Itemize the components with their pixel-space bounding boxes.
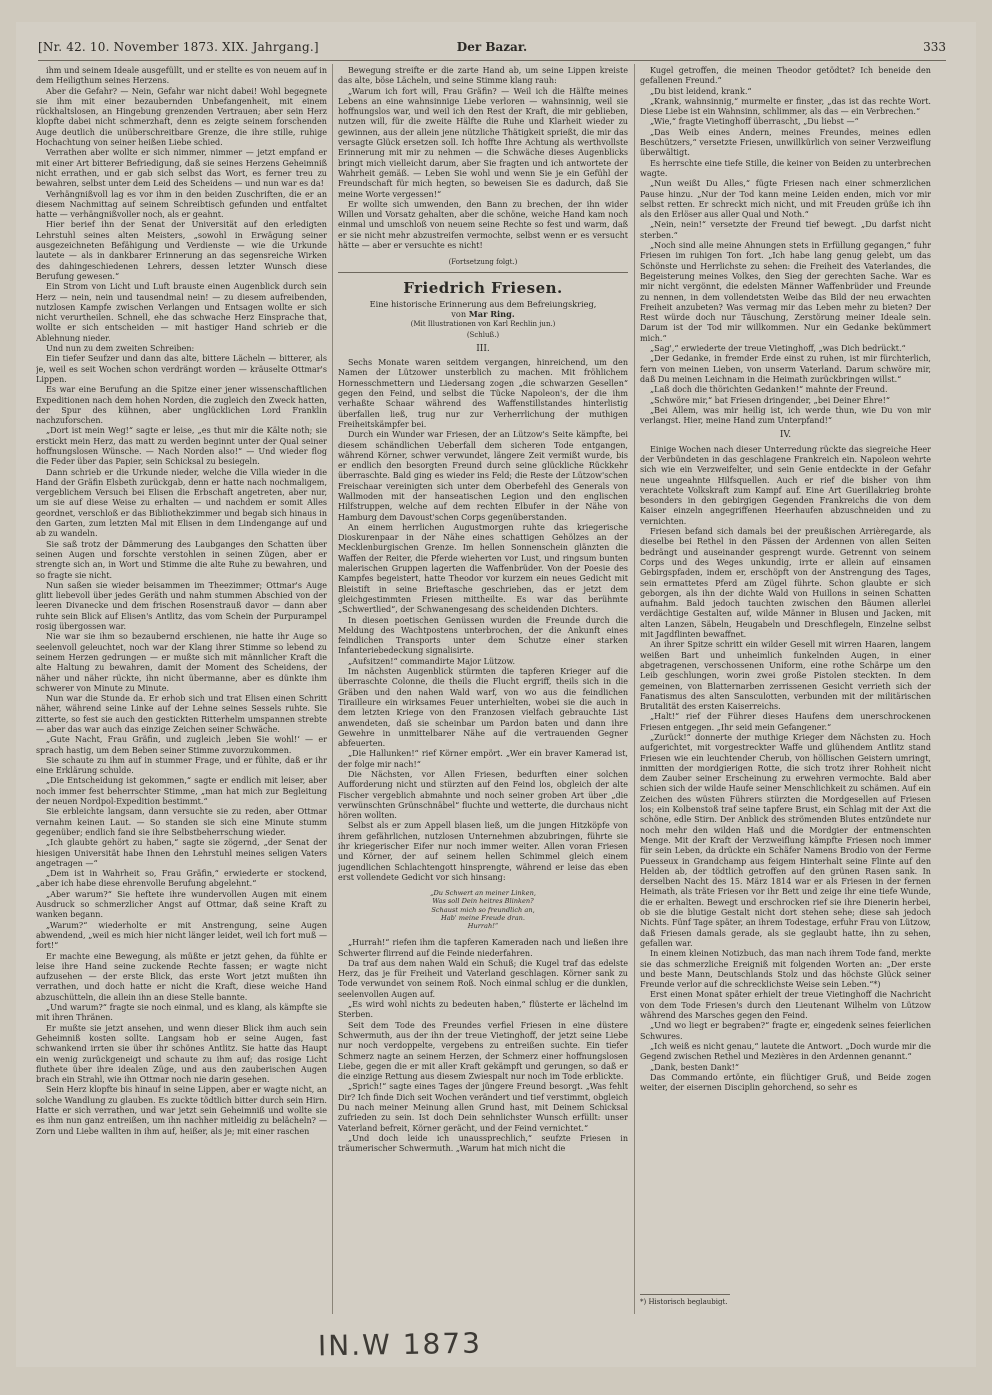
column-right: [640, 66, 931, 1311]
paragraph: „Krank, wahnsinnig,“ murmelte er finster, „das ist das rechte Wort. Diese Liebe ist ein Wahnsinn, schlimmer, als das — ein Verbrechen.“: [640, 96, 931, 117]
article-subtitle: Eine historische Erinnerung aus dem Befreiungskrieg,: [369, 298, 597, 309]
paragraph: Verhängnißvoll lag es vor ihm in den beiden Zuschriften, die er an diesem Nachmittag auf seinem Schreibtisch gefunden und entfaltet hatte — verhängnißvoller noch, als er geahnt.: [36, 189, 327, 220]
paragraph: „Schwöre mir,“ bat Friesen dringender, „bei Deiner Ehre!“: [650, 395, 891, 405]
column-rule: [332, 64, 333, 1314]
column-left: [36, 66, 327, 1311]
paragraph: Ein tiefer Seufzer und dann das alte, bittere Lächeln — bitterer, als je, weil es seit Wochen schon verdrängt worden — kräuselte Ottmar's Lippen.: [36, 354, 327, 384]
paragraph: „Du bist leidend, krank.“: [650, 86, 752, 96]
illustration-credit: (Mit Illustrationen von Karl Rechlin jun.): [410, 320, 556, 329]
paragraph: „Sprich!“ sagte eines Tages der jüngere Freund besorgt. „Was fehlt Dir? Ich finde Dich seit Wochen verändert und tief verstimmt, obgleich Du nach meiner Meinung allen Grund hast, mit Deinem Schicksal zufrieden zu sein. Ist doch Dein sehnlichster Wunsch erfüllt: unser Vaterland befreit, Körner gerächt, und der Feind vernichtet.“: [338, 1082, 628, 1133]
paragraph: Es war eine Berufung an die Spitze einer jener wissenschaftlichen Expeditionen nach dem hohen Norden, die zugleich den Zweck hatten, der Spur des kühnen, aber unglücklichen Lord Franklin nachzuforschen.: [36, 385, 327, 426]
paragraph: „Der Gedanke, in fremder Erde einst zu ruhen, ist mir fürchterlich, fern von meinen Lieben, von unserm Vaterland. Darum schwöre mir, daß Du meinen Leichnam in die Heimath zurückbringen willst.“: [640, 354, 931, 384]
header-rule: [38, 60, 946, 61]
poem-line: Hurrah!“: [467, 922, 499, 931]
paragraph: Nun war die Stunde da. Er erhob sich und trat Elisen einen Schritt näher, während seine Linke auf der Lehne seines Sessels ruhte. Sie zitterte, so fest sie auch den gestickten Ritterhelm umspannen strebte — aber das war auch das einzige Zeichen seiner Schwäche.: [36, 694, 327, 734]
article-body-cont: [338, 938, 628, 1154]
paragraph: Sein Herz klopfte bis hinauf in seine Lippen, aber er wagte nicht, an solche Wandlung zu glauben. Es zuckte tödtlich bitter durch sein Hirn. Hatte er sich verrathen, und war jetzt sein Geheimniß und wollte sie es ihm nun ganz entreißen, um ihn nachher mitleidig zu belächeln? — Zorn und Liebe wallten in ihm auf, heißer, als je; mit einer raschen: [36, 1085, 327, 1136]
paragraph: Hier berief ihn der Senat der Universität auf den erledigten Lehrstuhl seines alten Meisters, „sowohl in Erwägung seiner ausgezeichneten Befähigung und Verdienste — wie die Urkunde lautete — als in dankbarer Erinnerung an das segensreiche Wirken des dahingeschiedenen Lehrers, dessen letzter Wunsch diese Berufung gewesen.“: [36, 220, 327, 281]
footnote: *) Historisch beglaubigt.: [640, 1297, 728, 1306]
section-heading: III.: [476, 343, 490, 354]
paragraph: „Gute Nacht, Frau Gräfin, und zugleich ‚leben Sie wohl!‘ — er sprach hastig, um dem Beben seiner Stimme zuvorzukommen.: [36, 735, 327, 755]
paragraph: Sie erbleichte langsam, dann versuchte sie zu reden, aber Ottmar vernahm keinen Laut. — So standen sie sich eine Minute stumm gegenüber; endlich fand sie ihre Selbstbeherrschung wieder.: [36, 807, 327, 837]
paragraph: Ein Strom von Licht und Luft brauste einen Augenblick durch sein Herz — nein, nein und tausendmal nein! — zu diesem aufreibenden, nutzlosen Kampfe zwischen Verlangen und Entsagen wollte er sich nicht verurtheilen. Schnell, ehe das schwache Herz Einsprache that, wollte er sich entscheiden — mit hastiger Hand schrieb er die Ablehnung nieder.: [36, 282, 327, 343]
article-author: von Mar Ring.: [451, 308, 515, 319]
page-header: [38, 36, 946, 58]
paragraph: Kugel getroffen, die meinen Theodor getödtet? Ich beneide den gefallenen Freund.“: [640, 66, 931, 86]
paragraph: „Das Weib eines Andern, meines Freundes, meines edlen Beschützers,“ versetzte Friesen, unwillkürlich von seiner Verzweiflung überwältigt.: [640, 127, 931, 158]
conclusion-note: (Schluß.): [466, 330, 500, 339]
article-body: [338, 358, 628, 883]
paragraph: „Zurück!“ donnerte der muthige Krieger dem Nächsten zu. Hoch aufgerichtet, mit vorgestreckter Waffe und glühendem Antlitz stand Friesen wie ein leuchtender Cherub, von höllischen Geistern umringt, inmitten der mordgierigen Rotte, die sich trotz ihrer Rohheit nicht dem Zauber seiner Erscheinung zu erwehren vermochte. Bald aber schien sich der wilde Haufe seiner Menschlichkeit zu schämen. Auf ein Zeichen des wüsten Führers stürzten die Mordgesellen auf Friesen los; ein Kolbenstoß traf seine tapfere Brust, ein Schlag mit der Axt die schöne, edle Stirn. Der Anblick des strömenden Blutes entzündete nur noch mehr den wilden Haß und die Mordgier der entmenschten Menge. Mit der Kraft der Verzweiflung kämpfte Friesen noch immer für sein Leben, da drückte ein Schäfer Namens Brodio von der Ferme Puesseux in Grandchamp aus feigem Hinterhalt seine Flinte auf den Helden ab, der tödtlich getroffen auf den grünen Rasen sank. In derselben Nacht des 15. März 1814 war er als Friesen in der fernen Heimath, als träte Friesen vor ihr Bett und zeige ihr eine tiefe Wunde, die er erhalten. Bewegt und erschrocken rief sie ihre Dienerin herbei, ob sie die blutige Gestalt nicht dort stehen sehe; diese sah jedoch Nichts. Fünf Tage später, an ihrem Todestage, erfuhr Frau von Lützow, daß Friesen damals gerade, als sie geglaubt hatte, ihn zu sehen, gefallen war.: [640, 733, 931, 948]
paragraph: An einem herrlichen Augustmorgen ruhte das kriegerische Dioskurenpaar in der Nähe eines schattigen Gehölzes an der Mecklenburgischen Grenze. Im hellen Sonnenschein glänzten die Waffen der Reiter, die Pferde wieherten vor Lust, und ringsum bunten malerischen Gruppen lagerten die Waffenbrüder. Von der Poesie des Kampfes begeistert, hatte Theodor vor kurzem ein neues Gedicht mit Bleistift in seine Brieftasche geschrieben, das er jetzt dem gleichgestimmten Friesen mittheilte. Es war das berühmte „Schwertlied“, der Schwanengesang des scheidenden Dichters.: [338, 522, 628, 615]
paragraph: Durch ein Wunder war Friesen, der an Lützow's Seite kämpfte, bei diesem schändlichen Ueberfall dem sicheren Tode entgangen, während Körner, schwer verwundet, längere Zeit vermißt wurde, bis er endlich den besorgten Freund durch seine glückliche Rückkehr überraschte. Bald ging es wieder ins Feld; die Reste der Lützow'schen Freischaar vereinigten sich unter dem Oberbefehl des Generals von Wallmoden mit der hanseatischen Legion und den englischen Hilfstruppen, welche auf dem rechten Elbufer in der Nähe von Hamburg dem Davoust'schen Corps gegenüberstanden.: [338, 430, 628, 522]
poem-line: Schaust mich so freundlich an,: [431, 905, 535, 914]
paragraph: Die Nächsten, vor Allen Friesen, bedurften einer solchen Aufforderung nicht und stürzten auf den Feind los, obgleich der alte Fischer vergeblich abmahnte und noch seiner groben Art über „die verwünschten Grünschnäbel“ fluchte und wetterte, die durchaus nicht hören wollten.: [338, 770, 628, 821]
article-body-right-cont: [640, 445, 931, 1094]
masthead: Der Bazar.: [456, 40, 528, 54]
paragraph: Sie schaute zu ihm auf in stummer Frage, und er fühlte, daß er ihr eine Erklärung schulde.: [36, 755, 327, 776]
issue-date: [Nr. 42. 10. November 1873. XIX. Jahrgang.]: [38, 40, 319, 54]
poem-line: Hab' meine Freude dran.: [440, 913, 526, 922]
paragraph: „Noch sind alle meine Ahnungen stets in Erfüllung gegangen,“ fuhr Friesen im ruhigen Ton fort. „Ich habe lang genug gelebt, um das Schönste und Herrlichste zu sehen: die Freiheit des Vaterlandes, die Begeisterung meines Volkes, den Sieg der gerechten Sache. War es mir nicht vergönnt, die edelsten Männer Waffenbrüder und Freunde zu nennen, in dem vollendetsten Weibe das Bild der neu erwachten Freiheit anzubeten? Was vermag mir das Leben mehr zu bieten? Der Rest würde doch nur Täuschung, Zerstörung meiner Ideale sein. Darum ist der Tod mir willkommen. Nur ein Gedanke bekümmert mich.“: [640, 241, 931, 343]
paragraph: „Bei Allem, was mir heilig ist, ich werde thun, wie Du von mir verlangst. Hier, meine Hand zum Unterpfand!“: [640, 405, 931, 426]
paragraph: Sechs Monate waren seitdem vergangen, hinreichend, um den Namen der Lützower unsterblich zu machen. Mit fröhlichem Hornesschmettern und Liedersang zogen „die schwarzen Gesellen“ gegen den Feind, und selbst die Tücke Napoleon's, der die ihm verhaßte Schaar während des Waffenstillstandes hinterlistig überfallen ließ, trug nur zur Verherrlichung der muthigen Freiheitskämpfer bei.: [338, 358, 628, 429]
paragraph: Friesen befand sich damals bei der preußischen Arrièregarde, als dieselbe bei Rethel in den Pässen der Ardennen von allen Seiten bedrängt und auseinander gesprengt wurde. Getrennt von seinem Corps und des Weges unkundig, irrte er allein auf einsamen Gebirgspfaden, indem er, erschöpft von der Anstrengung des Tages, sein ermattetes Pferd am Zügel führte. Schon glaubte er sich geborgen, als ihn der dichte Wald von Huillons in seinen Schatten aufnahm. Bald jedoch tauchten zwischen den Bäumen allerlei verdächtige Gestalten auf, wilde Männer in Blusen und Jacken, mit alten Lanzen, Säbeln, Heugabeln und Dreschflegeln, Einzelne selbst mit Jagdflinten bewaffnet.: [640, 527, 931, 640]
paragraph: „Dank, besten Dank!“: [650, 1062, 740, 1072]
paragraph: Es herrschte eine tiefe Stille, die keiner von Beiden zu unterbrechen wagte.: [640, 158, 931, 178]
poem-line: „Du Schwert an meiner Linken,: [430, 889, 536, 898]
paragraph: „Ich glaubte gehört zu haben,“ sagte sie zögernd, „der Senat der hiesigen Universität habe Ihnen den Lehrstuhl meines seligen Vaters angetragen —“: [36, 838, 327, 868]
paragraph: „Und doch leide ich unaussprechlich,“ seufzte Friesen in träumerischer Schwermuth. „Warum hat mich nicht die: [338, 1133, 628, 1154]
poem-line: Was soll Dein heitres Blinken?: [432, 897, 534, 906]
poem-quote: [338, 889, 628, 930]
footnote-rule: [640, 1294, 730, 1295]
paragraph: Nie war sie ihm so bezaubernd erschienen, nie hatte ihr Auge so seelenvoll geleuchtet, noch war der Klang ihrer Stimme so lebend zu seinem Herzen gedrungen — er mußte sich mit männlicher Kraft die alte Haltung zu bewahren, damit der Moment des Scheidens, der näher und näher rückte, ihn nicht übermanne, aber es dünkte ihm schwerer von Minute zu Minute.: [36, 632, 327, 693]
paragraph: Erst einen Monat später erhielt der treue Vietinghoff die Nachricht von dem Tode Friesen's durch den Lieutenant Wilhelm von Lützow während des Marsches gegen den Feind.: [640, 990, 931, 1021]
paragraph: „Und warum?“ fragte sie noch einmal, und es klang, als kämpfte sie mit ihren Thränen.: [36, 1003, 327, 1023]
paragraph: „Sag',“ erwiederte der treue Vietinghoff, „was Dich bedrückt.“: [650, 344, 906, 354]
paragraph: Er wollte sich umwenden, den Bann zu brechen, der ihn wider Willen und Vorsatz gehalten, aber die schöne, weiche Hand kam noch einmal und umschloß von neuem seine Rechte so fest und warm, daß er sie nicht mehr abzustreifen vermochte, selbst wenn er es versucht hätte — aber er versuchte es nicht!: [338, 199, 628, 251]
paragraph: ihm und seinem Ideale ausgefüllt, und er stellte es von neuem auf in dem Heiligthum seines Herzens.: [36, 66, 327, 86]
column-rule: [634, 64, 635, 1314]
paragraph: Das Commando ertönte, ein flüchtiger Gruß, und Beide zogen weiter, der eisernen Disciplin gehorchend, so sehr es: [640, 1072, 931, 1093]
paragraph: „Halt!“ rief der Führer dieses Haufens dem unerschrockenen Friesen entgegen. „Ihr seid mein Gefangener.“: [640, 712, 931, 732]
paragraph: „Die Entscheidung ist gekommen,“ sagte er endlich mit leiser, aber noch immer fest beherrschter Stimme, „man hat mich zur Begleitung der neuen Nordpol-Expedition bestimmt.“: [36, 776, 327, 807]
paragraph: „Warum?“ wiederholte er mit Anstrengung, seine Augen abwendend, „weil es mich hier nicht länger leidet, weil ich fort muß — fort!“: [36, 920, 327, 951]
paragraph: „Nun weißt Du Alles,“ fügte Friesen nach einer schmerzlichen Pause hinzu. „Nur der Tod kann meine Leiden enden, mich vor mir selbst retten. Er schreckt mich nicht, und mit Freuden grüße ich ihn als den Erlöser aus aller Qual und Noth.“: [640, 179, 931, 220]
paragraph: In einem kleinen Notizbuch, das man nach ihrem Tode fand, merkte sie das schmerzliche Ereigniß mit folgenden Worten an: „Der erste und beste Mann, Deutschlands Stolz und das höchste Glück seiner Freunde verlor auf die schrecklichste Weise sein Leben.“*): [640, 949, 931, 990]
paragraph: Selbst als er zum Appell blasen ließ, um die jungen Hitzköpfe von ihrem gefährlichen, nutzlosen Unternehmen abzubringen, führte sie ihr kriegerischer Eifer nur noch immer weiter. Allen voran Friesen und Körner, der auf seinem hellen Schimmel gleich einem jugendlichen Schlachtengott hinsprengte, während er leise das eben erst vollendete Gedicht vor sich hinsang:: [338, 821, 628, 882]
paragraph: Und nun zu dem zweiten Schreiben:: [46, 344, 195, 354]
continuation-note: (Fortsetzung folgt.): [448, 258, 518, 267]
paragraph: „Aufsitzen!“ commandirte Major Lützow.: [348, 656, 516, 666]
paragraph: „Und wo liegt er begraben?“ fragte er, eingedenk seines feierlichen Schwures.: [640, 1021, 931, 1041]
page-number: 333: [923, 40, 947, 54]
archive-stamp: IN.W 1873: [317, 1326, 483, 1363]
paragraph: Dann schrieb er die Urkunde nieder, welche die Villa wieder in die Hand der Gräfin Elsbeth zurückgab, denn er hatte nach nochmaligem, vergeblichem Versuch bei Elisen die Erbschaft angetreten, aber nur, um sie auf diese Weise zu erhalten — und nachdem er somit Alles geordnet, verschloß er das Bibliothekzimmer und begab sich hinaus in den Garten, zum letzten Mal mit Elisen in dem Lindengange auf und ab zu wandeln.: [36, 467, 327, 539]
paragraph: „Dem ist in Wahrheit so, Frau Gräfin,“ erwiederte er stockend, „aber ich habe diese ehrenvolle Berufung abgelehnt.“: [36, 869, 327, 889]
paragraph: „Ich weiß es nicht genau,“ lautete die Antwort. „Doch wurde mir die Gegend zwischen Rethel und Mezières in den Ardennen genannt.“: [640, 1041, 931, 1062]
column-middle: [338, 66, 628, 1311]
section-rule: [338, 272, 628, 273]
paragraph: An ihrer Spitze schritt ein wilder Gesell mit wirren Haaren, langem weißen Bart und unheimlich funkelnden Augen, in einer abgetragenen, verschossenen Uniform, eine rothe Schärpe um den Leib geschlungen, worin zwei große Pistolen steckten. In dem gemeinen, von Blatternarben zerrissenen Gesicht verrieth sich der Fanatismus des alten Sansculotten, verbunden mit der militärischen Brutalität des ersten Kaiserreichs.: [640, 640, 931, 712]
paragraph: Einige Wochen nach dieser Unterredung rückte das siegreiche Heer der Verbündeten in das geschlagene Frankreich ein. Napoleon wehrte sich wie ein Verzweifelter, und sein Genie entdeckte in der Gefahr neue ungeahnte Hilfsquellen. Auch er rief die bisher von ihm verachtete Volkskraft zum Kampf auf. Eine Art Guerillakrieg brohte besonders in den gebirgigen Gegenden Frankreichs die von dem Kaiser einzeln angegriffenen Heerhaufen abzuschneiden und zu vernichten.: [640, 444, 931, 526]
paragraph: Aber die Gefahr? — Nein, Gefahr war nicht dabei! Wohl begegnete sie ihm mit einer bezaubernden Unbefangenheit, mit einem rückhaltslosen, an Hingebung grenzenden Vertrauen; aber sein Herz klopfte dabei nicht schmerzhaft, denn es zeigte seinem forschenden Auge deutlich die unüberschreitbare Grenze, die ihre stille, ruhige Hochachtung von seiner heißen Liebe schied.: [36, 86, 327, 148]
story-continuation: [338, 66, 628, 251]
newspaper-page: [16, 22, 976, 1367]
paragraph: „Wie,“ fragte Vietinghoff überrascht, „Du liebst —“: [650, 117, 859, 127]
paragraph: „Die Hallunken!“ rief Körner empört. „Wer ein braver Kamerad ist, der folge mir nach!“: [338, 749, 628, 769]
paragraph: „Dort ist mein Weg!“ sagte er leise, „es thut mir die Kälte noth; sie erstickt mein Herz, das matt zu werden beginnt unter der Qual seiner hoffnungslosen Wünsche. — Nach Norden also!“ — Und wieder flog die Feder über das Papier, sein Schicksal zu besiegeln.: [36, 426, 327, 467]
paragraph: „Nein, nein!“ versetzte der Freund tief bewegt. „Du darfst nicht sterben.“: [640, 220, 931, 240]
paragraph: Im nächsten Augenblick stürmten die tapferen Krieger auf die überraschte Colonne, die theils die Flucht ergriff, theils sich in die Gräben und den nahen Wald warf, von wo aus die feindlichen Tirailleure ein wirksames Feuer unterhielten, wobei sie die auch in dem letzten Kriege von den Franzosen vielfach gebrauchte List anwendeten, daß sie scheinbar um Pardon baten und dann ihre Gewehre in unmittelbarer Nähe auf die vertrauenden Gegner abfeuerten.: [338, 667, 628, 749]
paragraph: „Hurrah!“ riefen ihm die tapferen Kameraden nach und ließen ihre Schwerter flirrend auf die Feinde niederfahren.: [338, 938, 628, 958]
paragraph: Seit dem Tode des Freundes verfiel Friesen in eine düstere Schwermuth, aus der ihn der treue Vietinghoff, der jetzt seine Liebe nur noch verdoppelte, vergebens zu entreißen suchte. Ein tiefer Schmerz nagte an seinem Herzen, der Schmerz einer hoffnungslosen Liebe, gegen die er mit aller Kraft gekämpft und gerungen, so daß er die einzige Rettung aus diesem Zwiespalt nur noch im Tode erblickte.: [338, 1020, 628, 1082]
paragraph: „Warum ich fort will, Frau Gräfin? — Weil ich die Hälfte meines Lebens an eine wahnsinnige Liebe verloren — wahnsinnig, weil sie hoffnungslos war, und weil ich den Rest der Kraft, die mir geblieben, nutzen will, für die zweite Hälfte die Ruhe und Klarheit wieder zu gewinnen, aus der allein jene nützliche Thätigkeit sprießt, die mir das versagte Glück ersetzen soll. Ich hoffte Ihre Achtung als werthvollste Erinnerung mit mir zu nehmen — die Schwäche dieses Augenblicks bringt mich vielleicht darum, aber Sie fragten und ich antwortete der Wahrheit gemäß. — Leben Sie wohl und wenn Sie je ein Gefühl der Freundschaft für mich hegten, so beweisen Sie es dadurch, daß Sie meine Worte vergessen!“: [338, 86, 628, 199]
paragraph: Er mußte sie jetzt ansehen, und wenn dieser Blick ihm auch sein Geheimniß kosten sollte. Langsam hob er seine Augen, fast schwankend irrten sie über ihr schönes Antlitz. Sie hatte das Haupt ein wenig zurückgeneigt und schaute zu ihm auf; das rosige Licht fluthete über ihre idealen Züge, und aus den zauberischen Augen brach ein Strahl, wie ihn Ottmar noch nie darin gesehen.: [36, 1023, 327, 1085]
paragraph: „Laß doch die thörichten Gedanken!“ mahnte der Freund.: [650, 385, 888, 395]
article-title: Friedrich Friesen.: [403, 278, 563, 297]
section-heading: IV.: [779, 430, 792, 441]
paragraph: Sie saß trotz der Dämmerung des Laubganges den Schatten über seinen Augen und forschte verstohlen in seinen Zügen, aber er strengte sich an, in Wort und Stimme die alte Ruhe zu bewahren, und so fragte sie nicht.: [36, 539, 327, 580]
paragraph: „Aber warum?“ Sie heftete ihre wundervollen Augen mit einem Ausdruck so schmerzlicher Angst auf Ottmar, daß seine Kraft zu wanken begann.: [36, 889, 327, 920]
paragraph: Verrathen aber wollte er sich nimmer, nimmer — jetzt empfand er mit einer Art bitterer Befriedigung, daß sie seines Herzens Geheimniß nicht errathen, und er gab sich selbst das Wort, es ferner treu zu bewahren, selbst unter dem Leid des Scheidens — und nun war es da!: [36, 148, 327, 189]
paragraph: Nun saßen sie wieder beisammen im Theezimmer; Ottmar's Auge glitt liebevoll über jedes Geräth und nahm stummen Abschied von der leeren Divanecke und dem frischen Rosenstrauß davor — dann aber ruhte sein Blick auf Elisen's Antlitz, das vom Schein der Purpurampel rosig übergossen war.: [36, 580, 327, 632]
paragraph: Bewegung streifte er die zarte Hand ab, um seine Lippen kreiste das alte, böse Lächeln, und seine Stimme klang rauh:: [338, 66, 628, 86]
paragraph: „Es wird wohl nichts zu bedeuten haben,“ flüsterte er lächelnd im Sterben.: [338, 1000, 628, 1020]
paragraph: In diesen poetischen Genüssen wurden die Freunde durch die Meldung des Wachtpostens unterbrochen, der die Ankunft eines feindlichen Transports unter dem Schutze einer starken Infanteriebedeckung signalisirte.: [338, 615, 628, 656]
paragraph: Er machte eine Bewegung, als müßte er jetzt gehen, da fühlte er leise ihre Hand seine zuckende Rechte fassen; er wagte nicht aufzusehen — der erste Blick, das erste Wort jetzt mußten ihn verrathen, und doch hatte er nicht die Kraft, diese weiche Hand abzuschütteln, die allein ihn an diese Stelle bannte.: [36, 951, 327, 1002]
paragraph: Da traf aus dem nahen Wald ein Schuß; die Kugel traf das edelste Herz, das je für Freiheit und Vaterland geschlagen. Körner sank zu Tode verwundet von seinem Roß. Noch einmal schlug er die dunklen, seelenvollen Augen auf.: [338, 958, 628, 999]
article-body-right: [640, 66, 931, 426]
